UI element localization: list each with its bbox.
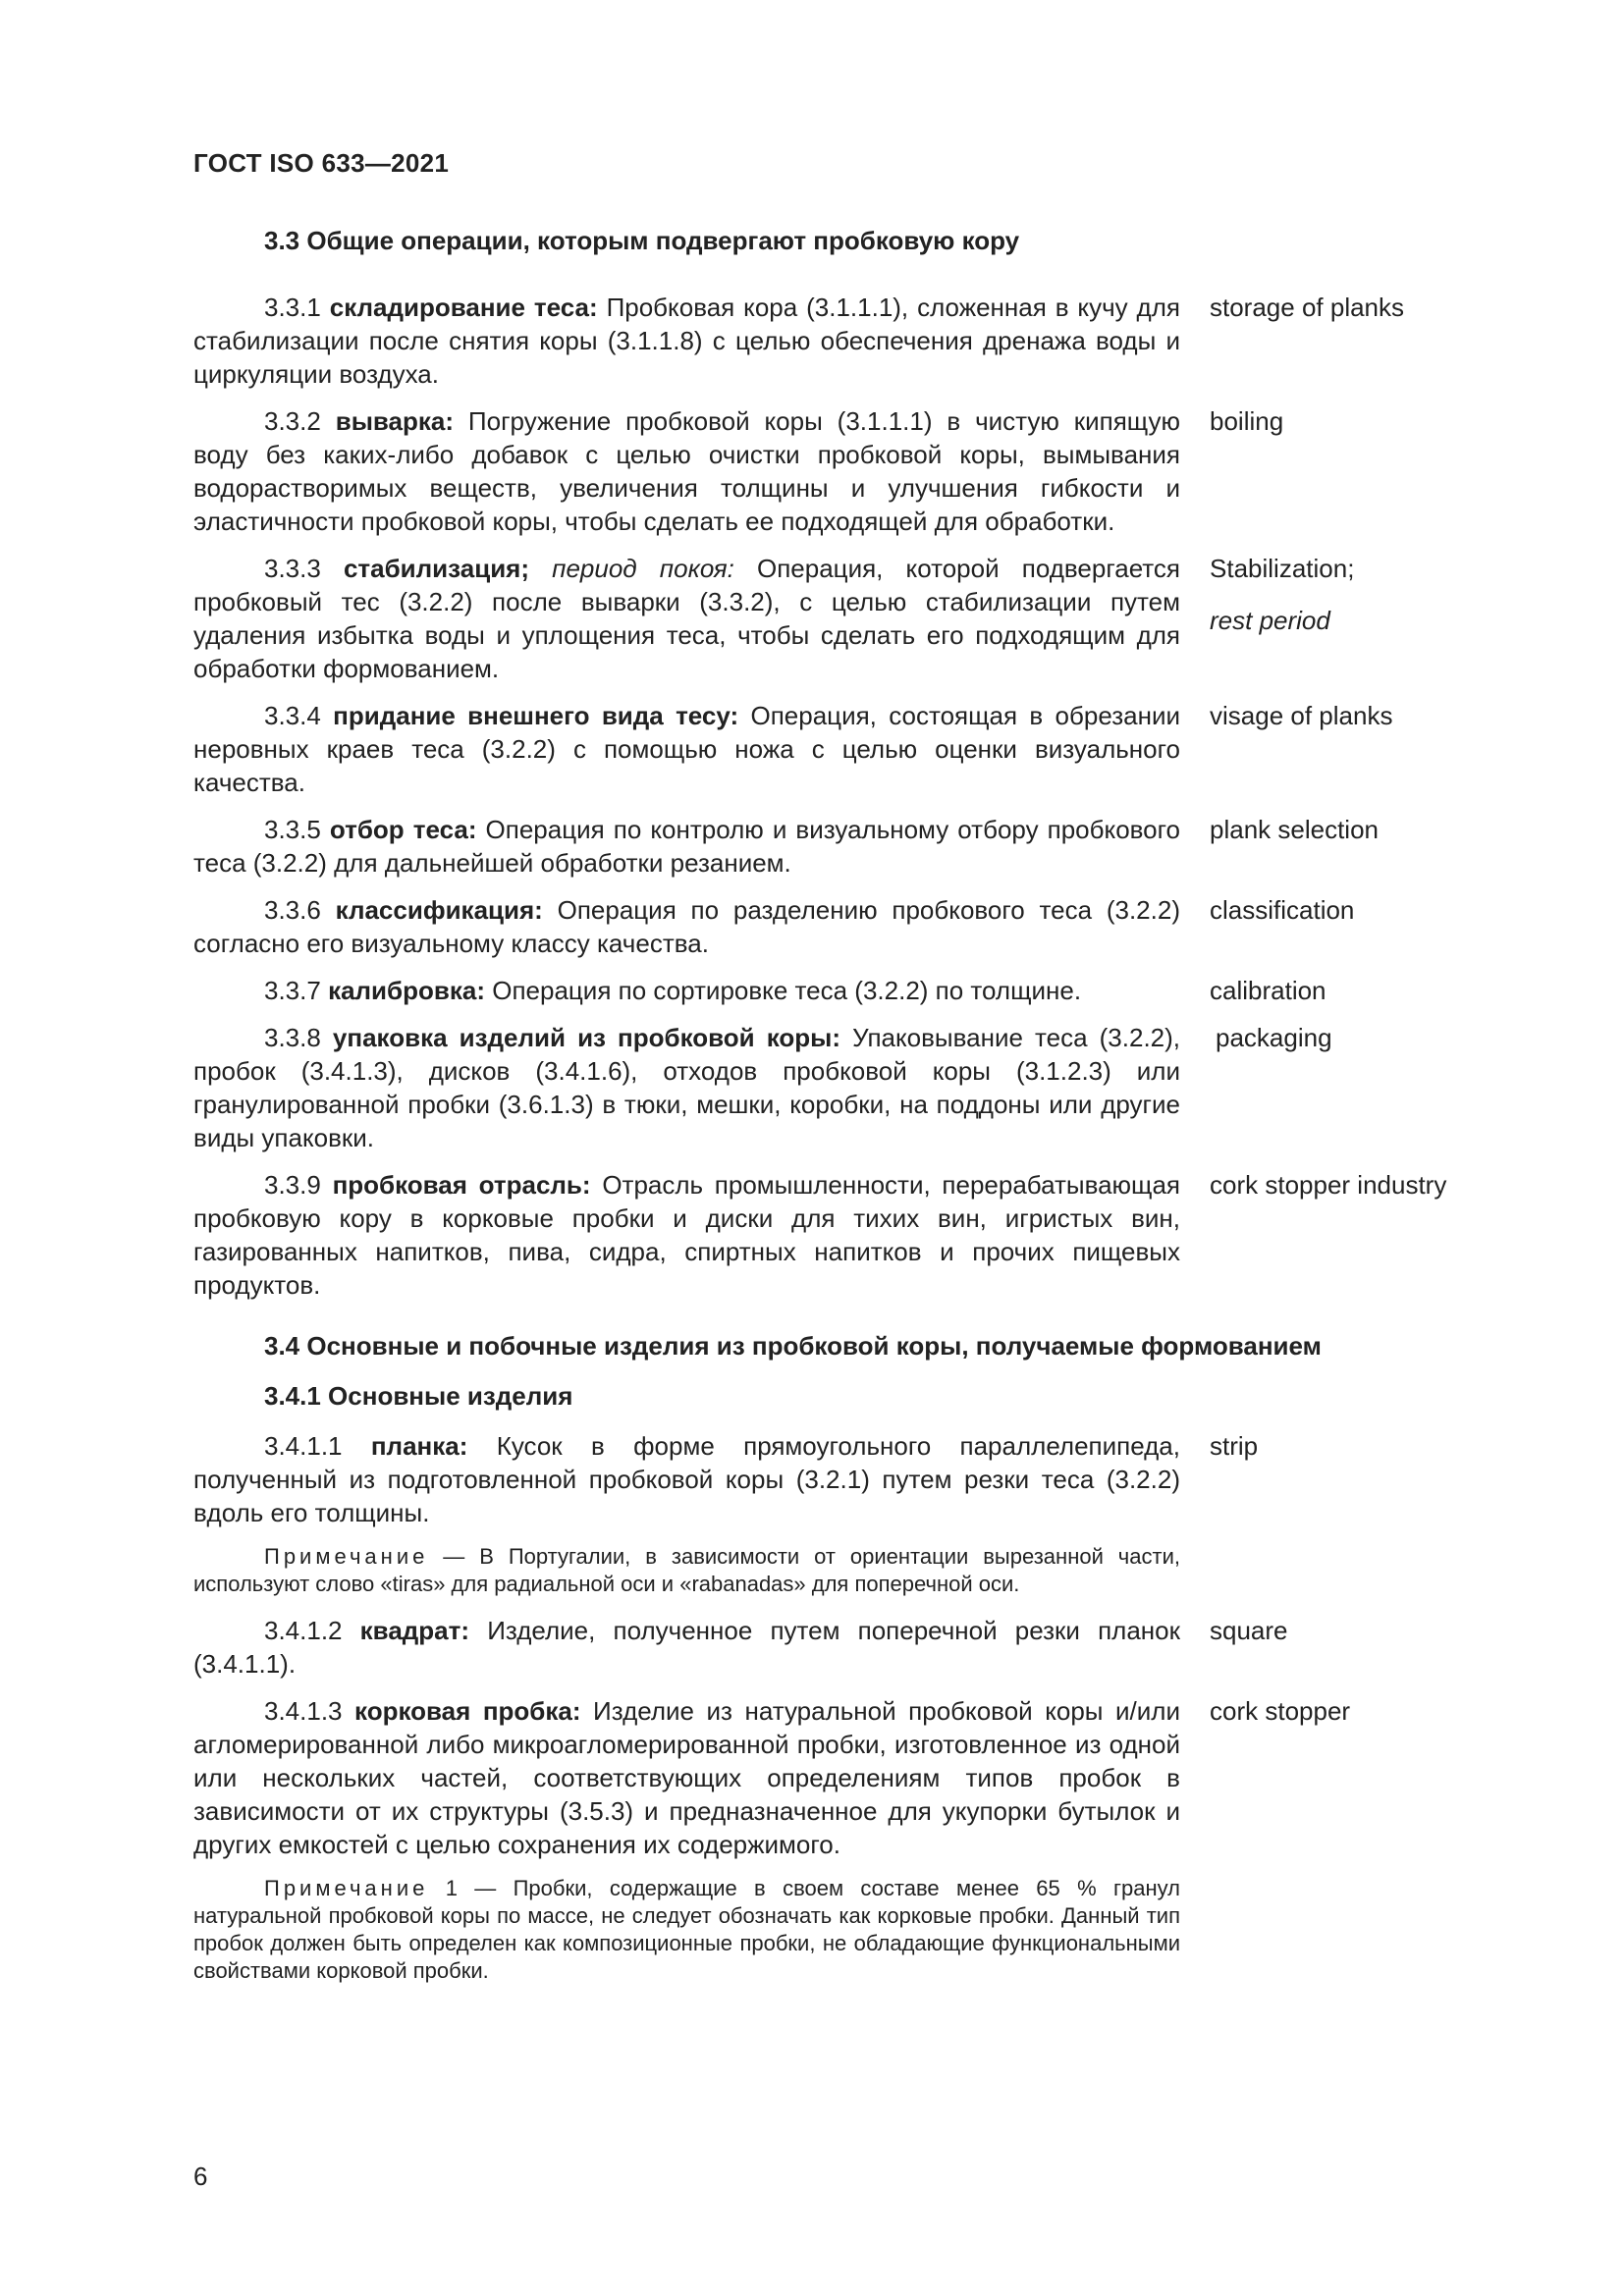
term-entry xyxy=(193,1614,1480,1681)
term-number: 3.3.4 xyxy=(264,701,321,730)
term-definition xyxy=(193,1021,1180,1154)
note-label: Примечание xyxy=(264,1876,429,1900)
english-term: classification xyxy=(1210,895,1355,925)
note-label: Примечание xyxy=(264,1544,429,1569)
term-text: Упаковывание теса (3.2.2), пробок (3.4.1.3), дисков (3.4.1.6), отходов пробковой коры (3.1.2.3) или гранулированной пробки (3.6.1.3) в тюки, мешки, коробки, на поддоны или другие виды упаковки. xyxy=(193,1023,1181,1152)
term-entry xyxy=(193,974,1480,1007)
term-entry xyxy=(193,1429,1480,1529)
english-term xyxy=(1180,552,1480,685)
term-name: стабилизация; xyxy=(343,554,530,583)
term-definition xyxy=(193,893,1180,960)
english-term-main: Stabilization; xyxy=(1210,554,1355,583)
term-definition xyxy=(193,699,1180,799)
term-entry xyxy=(193,291,1480,391)
term-number: 3.3.7 xyxy=(264,976,321,1005)
page-number: 6 xyxy=(193,2162,208,2191)
term-number: 3.3.1 xyxy=(264,293,321,322)
term-entry xyxy=(193,404,1480,538)
note xyxy=(193,1543,1180,1598)
document-id: ГОСТ ISO 633—2021 xyxy=(193,148,450,178)
note-text: 1 — Пробки, содержащие в своем составе менее 65 % гранул натуральной пробковой коры по массе, не следует обозначать как корковые пробки. Данный тип пробок должен быть определен как композиционные пробки, не обладающие функциональными свойствами корковой пробки. xyxy=(193,1876,1180,1983)
english-term: cork stopper industry xyxy=(1210,1170,1447,1200)
term-number: 3.3.6 xyxy=(264,895,321,925)
term-definition xyxy=(193,404,1180,538)
term-name: корковая пробка: xyxy=(354,1696,581,1726)
english-term-alt: rest period xyxy=(1210,606,1330,635)
term-number: 3.3.3 xyxy=(264,554,321,583)
term-number: 3.3.2 xyxy=(264,406,321,436)
term-number: 3.3.9 xyxy=(264,1170,321,1200)
term-text: Операция, которой подвергается пробковый тес (3.2.2) после выварки (3.3.2), с целью стабилизации путем удаления избытка воды и уплощения теса, чтобы сделать его подходящим для обработки формованием. xyxy=(193,554,1180,683)
term-definition xyxy=(193,813,1180,880)
note xyxy=(193,1875,1180,1985)
term-entry xyxy=(193,813,1480,880)
note-text: — В Португалии, в зависимости от ориентации вырезанной части, используют слово «tiras» для радиальной оси и «rabanadas» для поперечной оси. xyxy=(193,1544,1180,1596)
page-content xyxy=(193,224,1480,2001)
section-heading: 3.3 Общие операции, которым подвергают пробковую кору xyxy=(264,226,1020,255)
english-term: plank selection xyxy=(1210,815,1379,844)
term-name: квадрат: xyxy=(359,1616,470,1645)
term-text: Изделие, полученное путем поперечной резки планок (3.4.1.1). xyxy=(193,1616,1180,1679)
english-term: storage of planks xyxy=(1210,293,1405,322)
term-name: классификация: xyxy=(335,895,543,925)
term-name: калибровка: xyxy=(328,976,485,1005)
term-text: Изделие из натуральной пробковой коры и/или агломерированной либо микроагломерированной пробки, изготовленное из одной или нескольких частей, соответствующих определениям типов пробок в зависимости от их структуры (3.5.3) и предназначенное для укупорки бутылок и других емкостей с целью сохранения их содержимого. xyxy=(193,1696,1180,1859)
english-term: strip xyxy=(1210,1431,1259,1461)
term-number: 3.4.1.1 xyxy=(264,1431,343,1461)
term-name: пробковая отрасль: xyxy=(332,1170,591,1200)
term-definition xyxy=(193,974,1180,1007)
english-term: calibration xyxy=(1210,976,1326,1005)
term-entry xyxy=(193,1168,1480,1302)
term-text: Операция по сортировке теса (3.2.2) по толщине. xyxy=(492,976,1082,1005)
term-definition xyxy=(193,552,1180,685)
term-name: отбор теса: xyxy=(329,815,477,844)
term-text: Операция по контролю и визуальному отбору пробкового теса (3.2.2) для дальнейшей обработки резанием. xyxy=(193,815,1181,878)
term-definition xyxy=(193,1614,1180,1681)
term-text: Пробковая кора (3.1.1.1), сложенная в кучу для стабилизации после снятия коры (3.1.1.8) с целью обеспечения дренажа воды и циркуляции воздуха. xyxy=(193,293,1180,389)
term-name: планка: xyxy=(370,1431,468,1461)
term-entry xyxy=(193,893,1480,960)
term-text: Погружение пробковой коры (3.1.1.1) в чистую кипящую воду без каких-либо добавок с целью очистки пробковой коры, вымывания водорастворимых веществ, увеличения толщины и улучшения гибкости и эластичности пробковой коры, чтобы сделать ее подходящей для обработки. xyxy=(193,406,1180,536)
english-term: square xyxy=(1210,1616,1288,1645)
term-text: Операция по разделению пробкового теса (3.2.2) согласно его визуальному классу качества. xyxy=(193,895,1180,958)
term-name: складирование теса: xyxy=(329,293,598,322)
term-text: Кусок в форме прямоугольного параллелепипеда, полученный из подготовленной пробковой коры (3.2.1) путем резки теса (3.2.2) вдоль его толщины. xyxy=(193,1431,1180,1527)
english-term: packaging xyxy=(1216,1023,1332,1052)
term-number: 3.4.1.3 xyxy=(264,1696,343,1726)
term-name: упаковка изделий из пробковой коры: xyxy=(332,1023,841,1052)
term-name: придание внешнего вида тесу: xyxy=(333,701,739,730)
term-alt-name: период покоя: xyxy=(552,554,734,583)
term-definition xyxy=(193,1694,1180,1861)
english-term: cork stopper xyxy=(1210,1696,1351,1726)
term-entry xyxy=(193,552,1480,685)
term-text: Отрасль промышленности, перерабатывающая пробковую кору в корковые пробки и диски для тихих вин, игристых вин, газированных напитков, пива, сидра, спиртных напитков и прочих пищевых продуктов. xyxy=(193,1170,1180,1300)
english-term: boiling xyxy=(1210,406,1284,436)
section-heading: 3.4 Основные и побочные изделия из пробковой коры, получаемые формованием xyxy=(264,1331,1322,1361)
term-definition xyxy=(193,1429,1180,1529)
term-text: Операция, состоящая в обрезании неровных краев теса (3.2.2) с помощью ножа с целью оценки визуального качества. xyxy=(193,701,1180,797)
term-number: 3.3.5 xyxy=(264,815,321,844)
term-number: 3.3.8 xyxy=(264,1023,321,1052)
subsection-heading: 3.4.1 Основные изделия xyxy=(264,1381,573,1411)
term-number: 3.4.1.2 xyxy=(264,1616,343,1645)
english-term: visage of planks xyxy=(1210,701,1393,730)
term-definition xyxy=(193,1168,1180,1302)
term-entry xyxy=(193,699,1480,799)
term-entry xyxy=(193,1021,1480,1154)
term-entry xyxy=(193,1694,1480,1861)
term-definition xyxy=(193,291,1180,391)
term-name: выварка: xyxy=(335,406,455,436)
